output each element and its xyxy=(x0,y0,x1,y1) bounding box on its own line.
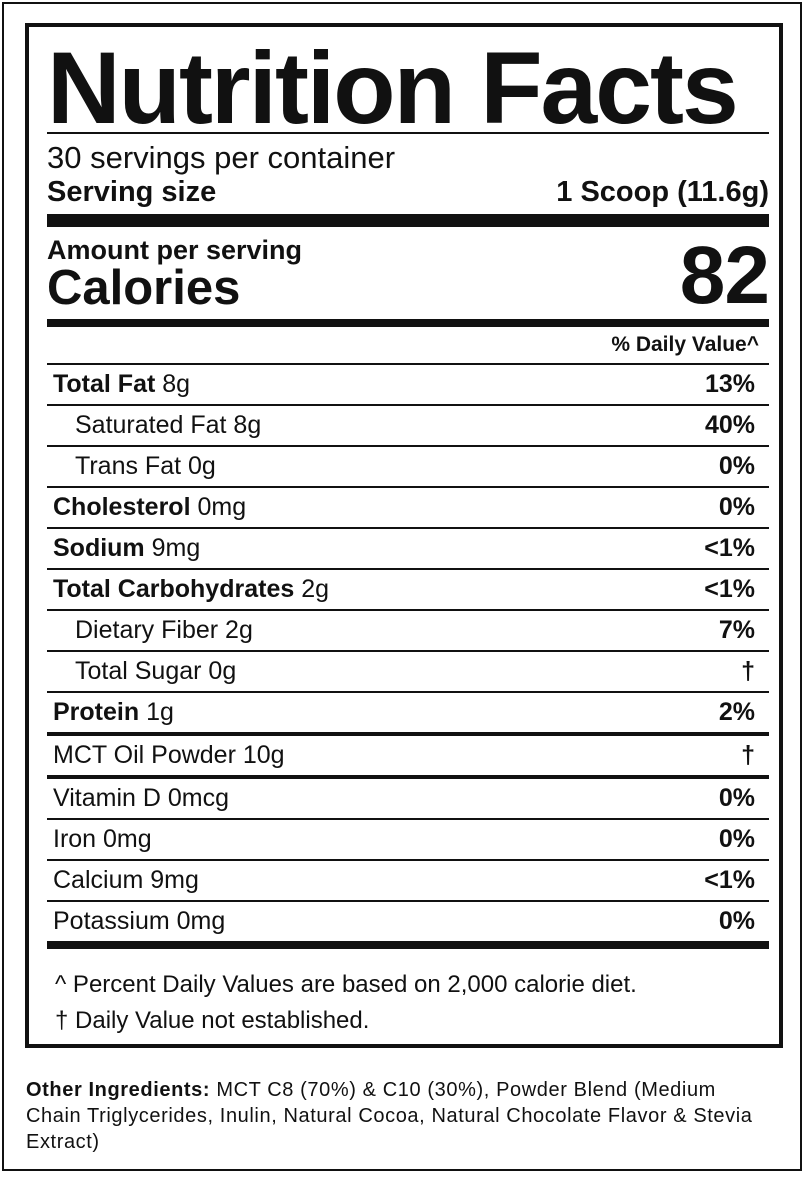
nutrient-name: Sodium xyxy=(53,534,145,562)
footnote-not-established: † Daily Value not established. xyxy=(55,1007,370,1034)
nutrient-label xyxy=(53,534,200,563)
thick-divider xyxy=(47,214,769,227)
nutrient-amount: 2g xyxy=(294,575,330,603)
calories-value: 82 xyxy=(679,230,769,322)
nutrient-daily-value: 2% xyxy=(718,698,755,726)
daily-value-header: % Daily Value^ xyxy=(611,333,759,356)
nutrition-facts-content xyxy=(47,27,769,1039)
vitamin-row-iron xyxy=(47,820,769,859)
nutrient-row-total-sugar xyxy=(47,652,769,691)
vitamin-row-calcium xyxy=(47,861,769,900)
heavy-divider xyxy=(47,941,769,949)
nutrient-row-total-fat xyxy=(47,365,769,404)
nutrient-amount: Iron 0mg xyxy=(53,825,152,853)
nutrient-amount: 8g xyxy=(155,370,191,398)
nutrient-amount: 9mg xyxy=(144,534,201,562)
nutrient-amount: MCT Oil Powder 10g xyxy=(53,741,285,769)
footnotes xyxy=(47,949,769,1039)
nutrient-daily-value: 0% xyxy=(718,452,755,480)
nutrient-daily-value: <1% xyxy=(704,866,755,894)
nutrient-amount: Potassium 0mg xyxy=(53,907,226,935)
nutrient-daily-value: <1% xyxy=(704,534,755,562)
nutrient-name: Protein xyxy=(53,698,140,726)
nutrient-row-total-carbohydrates xyxy=(47,570,769,609)
nutrient-amount: Trans Fat 0g xyxy=(75,452,216,480)
nutrient-label xyxy=(53,493,246,522)
heavy-divider xyxy=(47,319,769,327)
serving-size-row xyxy=(47,172,769,214)
nutrient-amount: Vitamin D 0mcg xyxy=(53,784,229,812)
nutrient-name: Total Carbohydrates xyxy=(53,575,295,603)
nutrient-daily-value: † xyxy=(741,741,755,769)
calories-block xyxy=(47,227,769,322)
nutrient-daily-value: † xyxy=(741,657,755,685)
vitamin-row-vitamin-d xyxy=(47,779,769,818)
nutrient-amount: Saturated Fat 8g xyxy=(75,411,262,439)
vitamin-row-potassium xyxy=(47,902,769,941)
nutrient-daily-value: <1% xyxy=(704,575,755,603)
other-ingredients-text: MCT C8 (70%) & C10 (30%), Powder Blend (Medium Chain Triglycerides, Inulin, Natural Cocoa, Natural Chocolate Flavor & Stevia Extract) xyxy=(26,1079,753,1153)
nutrient-name: Cholesterol xyxy=(53,493,191,521)
nutrient-amount: Dietary Fiber 2g xyxy=(75,616,253,644)
other-ingredients xyxy=(26,1077,766,1155)
nutrient-daily-value: 7% xyxy=(718,616,755,644)
serving-size-label: Serving size xyxy=(47,176,217,208)
nutrient-row-dietary-fiber xyxy=(47,611,769,650)
nutrient-daily-value: 0% xyxy=(718,825,755,853)
nutrient-daily-value: 0% xyxy=(718,784,755,812)
nutrient-daily-value: 0% xyxy=(718,907,755,935)
nutrient-daily-value: 13% xyxy=(704,370,755,398)
serving-size-value: 1 Scoop (11.6g) xyxy=(556,176,769,208)
nutrient-label xyxy=(53,370,190,399)
footnote-daily-values: ^ Percent Daily Values are based on 2,000 calorie diet. xyxy=(55,971,637,998)
nutrient-row-cholesterol xyxy=(47,488,769,527)
calories-labels xyxy=(47,237,302,313)
nutrient-amount: Total Sugar 0g xyxy=(75,657,237,685)
nutrition-facts-panel xyxy=(25,23,783,1048)
nutrient-label xyxy=(53,575,329,604)
nutrient-label xyxy=(53,698,174,727)
nutrient-row-saturated-fat xyxy=(47,406,769,445)
nutrient-daily-value: 0% xyxy=(718,493,755,521)
nutrient-row-mct-oil-powder xyxy=(47,736,769,775)
nutrient-amount: 1g xyxy=(139,698,174,726)
other-ingredients-label: Other Ingredients: xyxy=(26,1079,211,1101)
nutrient-row-sodium xyxy=(47,529,769,568)
nutrient-daily-value: 40% xyxy=(704,411,755,439)
nutrient-row-trans-fat xyxy=(47,447,769,486)
calories-label: Calories xyxy=(47,261,241,315)
amount-per-serving-label: Amount per serving xyxy=(47,235,303,265)
nutrient-row-protein xyxy=(47,693,769,732)
nutrient-name: Total Fat xyxy=(53,370,156,398)
nutrient-amount: Calcium 9mg xyxy=(53,866,199,894)
nutrition-facts-title: Nutrition Facts xyxy=(47,31,737,145)
servings-per-container: 30 servings per container xyxy=(47,140,396,175)
nutrient-amount: 0mg xyxy=(190,493,247,521)
